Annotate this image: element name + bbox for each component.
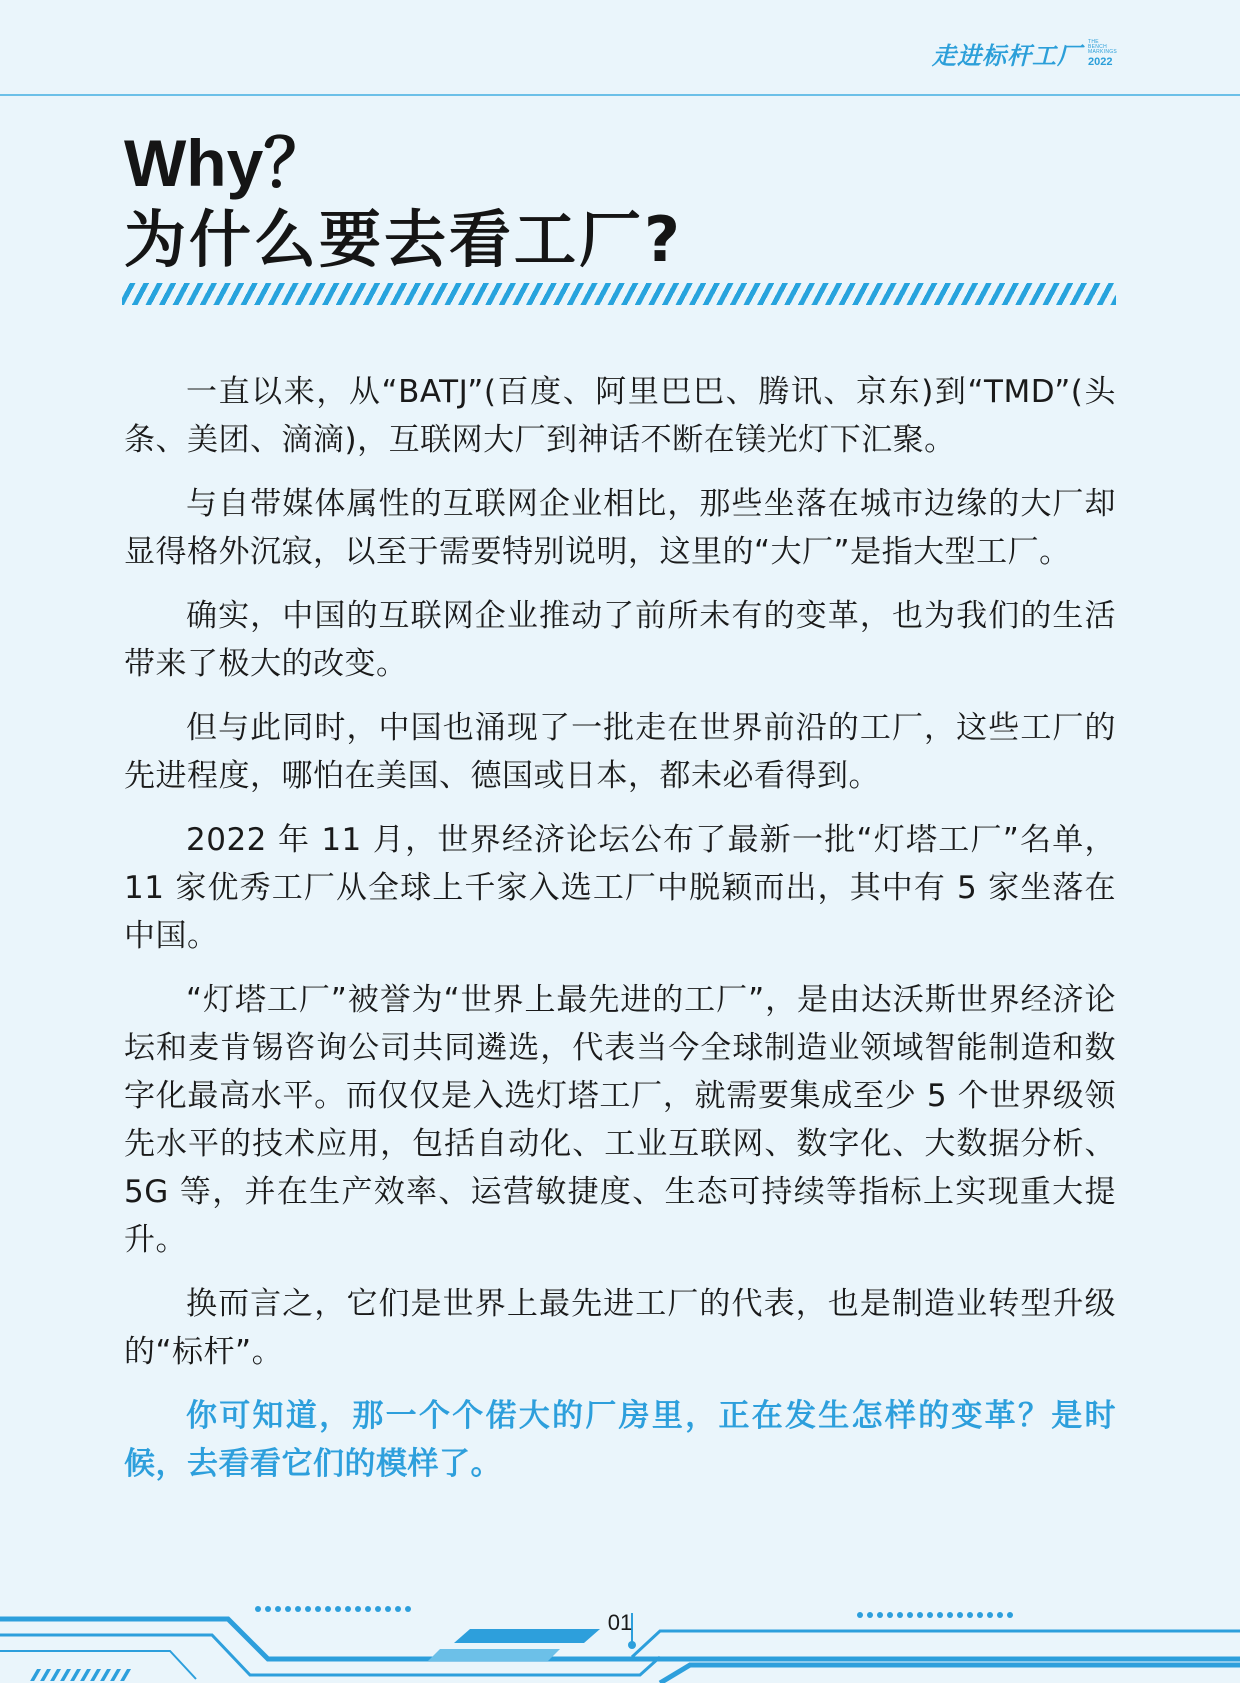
paragraph: 换而言之，它们是世界上最先进工厂的代表，也是制造业转型升级的“标杆”。 — [124, 1286, 1116, 1370]
brand-title: 走进标杆工厂 — [932, 42, 1082, 70]
page-heading — [124, 126, 683, 280]
paragraph: 一直以来，从“BATJ”(百度、阿里巴巴、腾讯、京东)到“TMD”(头条、美团、滴滴)，互联网大厂到神话不断在镁光灯下汇聚。 — [124, 374, 1116, 458]
paragraph: 确实，中国的互联网企业推动了前所未有的变革，也为我们的生活带来了极大的改变。 — [124, 598, 1116, 682]
stripe-divider — [122, 283, 1116, 305]
brand-logo — [932, 36, 1118, 71]
paragraph: 但与此同时，中国也涌现了一批走在世界前沿的工厂，这些工厂的先进程度，哪怕在美国、德国或日本，都未必看得到。 — [124, 710, 1116, 794]
brand-subtitle: THE BENCH MARKINGS — [1088, 38, 1118, 55]
heading-why: Why？ — [124, 126, 330, 200]
header-divider — [0, 94, 1240, 96]
footer-circuit-line — [0, 1651, 196, 1679]
brand-year: 2022 — [1088, 55, 1113, 68]
page-number: 01 — [607, 1610, 633, 1635]
footer-hatch — [30, 1669, 131, 1681]
article-body — [124, 368, 1116, 1504]
heading-question: 为什么要去看工厂? — [124, 203, 683, 276]
paragraph: 2022 年 11 月，世界经济论坛公布了最新一批“灯塔工厂”名单，11 家优秀工厂从全球上千家入选工厂中脱颖而出，其中有 5 家坐落在中国。 — [124, 822, 1116, 954]
footer-circuit-line — [660, 1665, 1240, 1683]
brand-side — [1088, 38, 1118, 68]
paragraph: 与自带媒体属性的互联网企业相比，那些坐落在城市边缘的大厂却显得格外沉寂，以至于需要特别说明，这里的“大厂”是指大型工厂。 — [124, 486, 1116, 570]
footer-accent-block — [428, 1649, 560, 1661]
highlight-paragraph: 你可知道，那一个个偌大的厂房里，正在发生怎样的变革？是时候，去看看它们的模样了。 — [124, 1398, 1116, 1482]
paragraph: “灯塔工厂”被誉为“世界上最先进的工厂”，是由达沃斯世界经济论坛和麦肯锡咨询公司共同遴选，代表当今全球制造业领域智能制造和数字化最高水平。而仅仅是入选灯塔工厂，就需要集成至少 5 个世界级领先水平的技术应用，包括自动化、工业互联网、数字化、大数据分析、5G 等，并在生产效率、运营敏捷度、生态可持续等指标上实现重大提升。 — [124, 982, 1116, 1258]
